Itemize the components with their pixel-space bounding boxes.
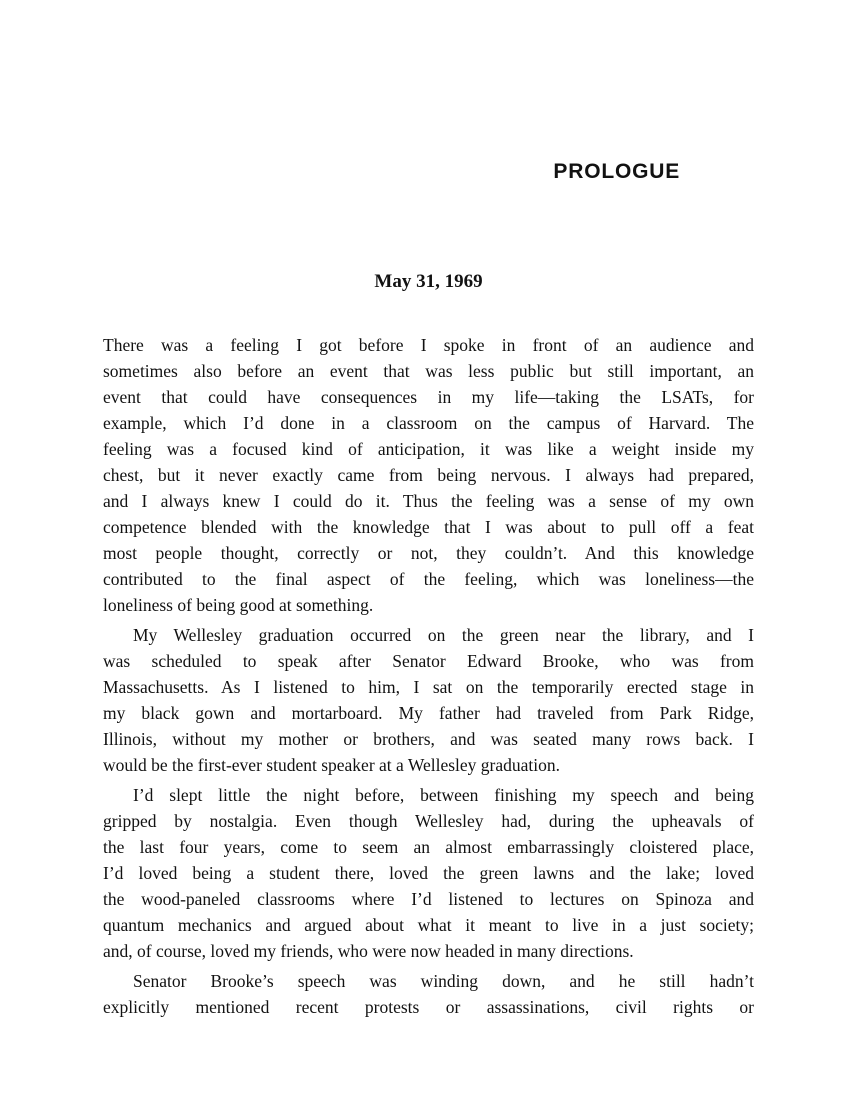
text-line: Illinois, without my mother or brothers, and was seated many rows back. I	[103, 729, 754, 749]
text-line: sometimes also before an event that was less public but still important, an	[103, 361, 754, 381]
text-line: my black gown and mortarboard. My father had traveled from Park Ridge,	[103, 703, 754, 723]
text-line: Senator Brooke’s speech was winding down, and he still hadn’t	[133, 971, 754, 991]
text-line: and I always knew I could do it. Thus the feeling was a sense of my own	[103, 491, 754, 511]
text-line: contributed to the final aspect of the feeling, which was loneliness—the	[103, 569, 754, 589]
text-line: would be the first-ever student speaker at a Wellesley graduation.	[103, 755, 560, 775]
paragraph	[103, 968, 754, 1020]
text-line: explicitly mentioned recent protests or assassinations, civil rights or	[103, 997, 754, 1017]
text-line: My Wellesley graduation occurred on the green near the library, and I	[133, 625, 754, 645]
text-line: the wood-paneled classrooms where I’d listened to lectures on Spinoza and	[103, 889, 754, 909]
text-line: loneliness of being good at something.	[103, 595, 374, 615]
text-line: I’d loved being a student there, loved the green lawns and the lake; loved	[103, 863, 754, 883]
paragraph	[103, 782, 754, 964]
text-line: chest, but it never exactly came from being nervous. I always had prepared,	[103, 465, 754, 485]
text-line: was scheduled to speak after Senator Edward Brooke, who was from	[103, 651, 754, 671]
paragraph	[103, 332, 754, 618]
text-line: most people thought, correctly or not, they couldn’t. And this knowledge	[103, 543, 754, 563]
text-line: Massachusetts. As I listened to him, I sat on the temporarily erected stage in	[103, 677, 754, 697]
paragraph	[103, 622, 754, 778]
text-line: quantum mechanics and argued about what it meant to live in a just society;	[103, 915, 754, 935]
chapter-heading: PROLOGUE	[553, 160, 680, 183]
date-heading: May 31, 1969	[374, 271, 483, 292]
text-line: and, of course, loved my friends, who were now headed in many directions.	[103, 941, 634, 961]
text-line: I’d slept little the night before, between finishing my speech and being	[133, 785, 754, 805]
text-line: event that could have consequences in my life—taking the LSATs, for	[103, 387, 754, 407]
text-line: competence blended with the knowledge that I was about to pull off a feat	[103, 517, 754, 537]
text-line: example, which I’d done in a classroom on the campus of Harvard. The	[103, 413, 754, 433]
text-line: There was a feeling I got before I spoke in front of an audience and	[103, 335, 754, 355]
text-line: the last four years, come to seem an almost embarrassingly cloistered place,	[103, 837, 754, 857]
text-line: gripped by nostalgia. Even though Wellesley had, during the upheavals of	[103, 811, 754, 831]
text-line: feeling was a focused kind of anticipation, it was like a weight inside my	[103, 439, 754, 459]
body-text	[103, 332, 754, 1020]
